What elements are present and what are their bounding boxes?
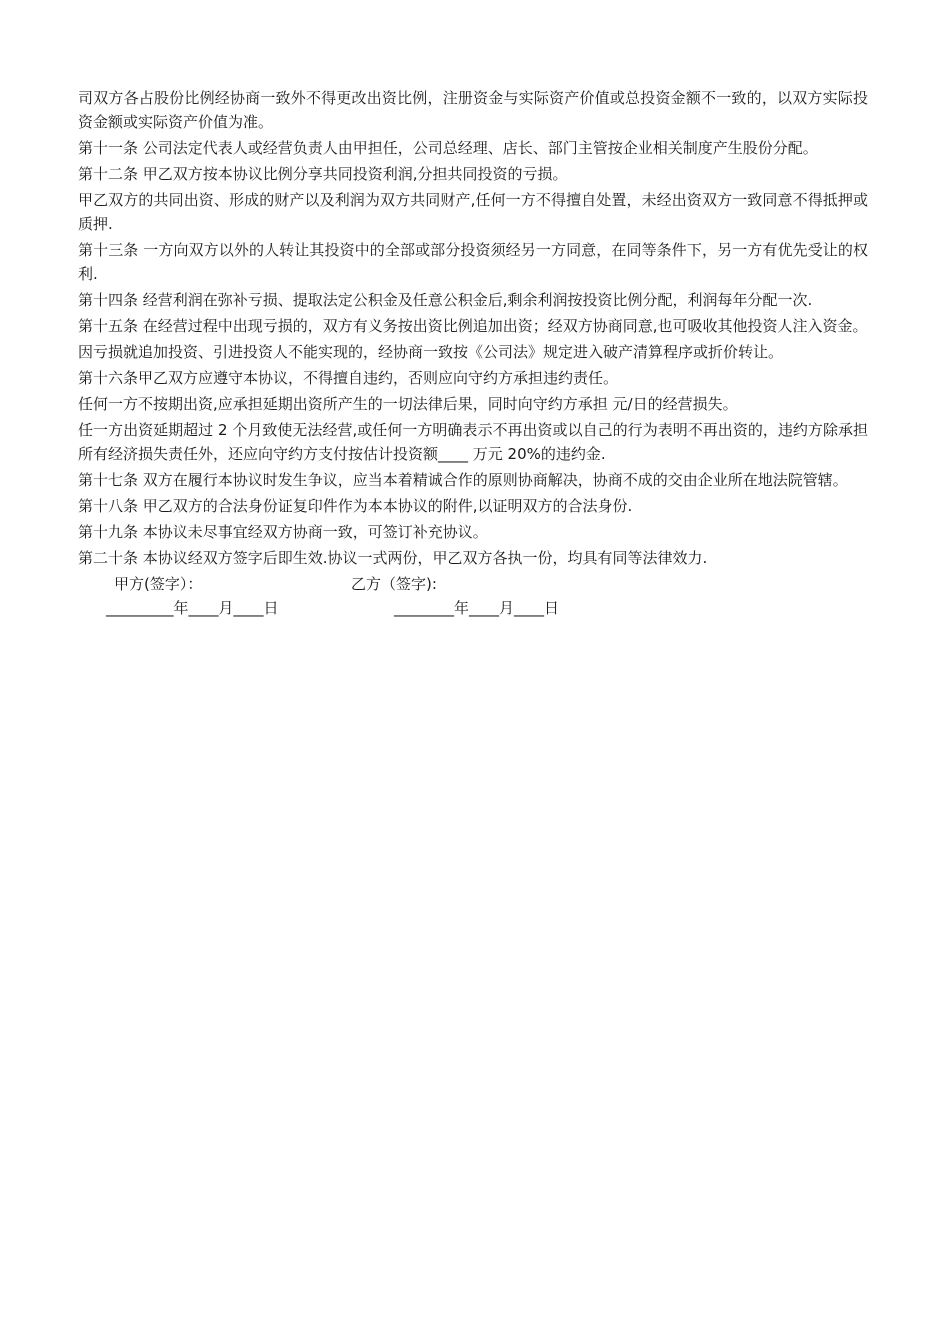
date-row xyxy=(78,596,868,620)
agreement-document xyxy=(78,86,868,620)
party-a-date: _________年____月____日 xyxy=(106,599,279,617)
article-20: 第二十条 本协议经双方签字后即生效.协议一式两份，甲乙双方各执一份，均具有同等法律效力. xyxy=(78,549,708,567)
article-17: 第十七条 双方在履行本协议时发生争议，应当本着精诚合作的原则协商解决，协商不成的交由企业所在地法院管辖。 xyxy=(78,471,848,489)
paragraph-late-payment: 任何一方不按期出资,应承担延期出资所产生的一切法律后果，同时向守约方承担 元/日的经营损失。 xyxy=(78,395,738,413)
article-16: 第十六条甲乙双方应遵守本协议，不得擅自违约，否则应向守约方承担违约责任。 xyxy=(78,369,619,387)
paragraph-penalty: 任一方出资延期超过 2 个月致使无法经营,或任何一方明确表示不再出资或以自己的行为表明不再出资的，违约方除承担所有经济损失责任外，还应向守约方支付按估计投资额____ 万元 20%的违约金. xyxy=(78,421,868,463)
paragraph-common-property: 甲乙双方的共同出资、形成的财产以及利润为双方共同财产,任何一方不得擅自处置，未经出资双方一致同意不得抵押或质押. xyxy=(78,191,868,233)
article-11: 第十一条 公司法定代表人或经营负责人由甲担任，公司总经理、店长、部门主管按企业相关制度产生股份分配。 xyxy=(78,139,818,157)
article-12: 第十二条 甲乙双方按本协议比例分享共同投资利润,分担共同投资的亏损。 xyxy=(78,165,568,183)
signature-row xyxy=(78,572,868,596)
article-13: 第十三条 一方向双方以外的人转让其投资中的全部或部分投资须经另一方同意，在同等条件下，另一方有优先受让的权利. xyxy=(78,241,868,283)
article-19: 第十九条 本协议未尽事宜经双方协商一致，可签订补充协议。 xyxy=(78,523,488,541)
party-b-signature-label: 乙方（签字): xyxy=(351,575,437,593)
article-18: 第十八条 甲乙双方的合法身份证复印件作为本本协议的附件,以证明双方的合法身份. xyxy=(78,497,633,515)
party-a-signature-label: 甲方(签字）： xyxy=(114,575,203,593)
paragraph-capital-ratio: 司双方各占股份比例经协商一致外不得更改出资比例，注册资金与实际资产价值或总投资金额不一致的，以双方实际投资金额或实际资产价值为准。 xyxy=(78,89,868,131)
paragraph-bankruptcy: 因亏损就追加投资、引进投资人不能实现的，经协商一致按《公司法》规定进入破产清算程序或折价转让。 xyxy=(78,343,784,361)
article-14: 第十四条 经营利润在弥补亏损、提取法定公积金及任意公积金后,剩余利润按投资比例分配，利润每年分配一次. xyxy=(78,291,813,309)
party-b-date: ________年____月____日 xyxy=(394,599,560,617)
article-15: 第十五条 在经营过程中出现亏损的，双方有义务按出资比例追加出资；经双方协商同意,也可吸收其他投资人注入资金。 xyxy=(78,317,868,335)
